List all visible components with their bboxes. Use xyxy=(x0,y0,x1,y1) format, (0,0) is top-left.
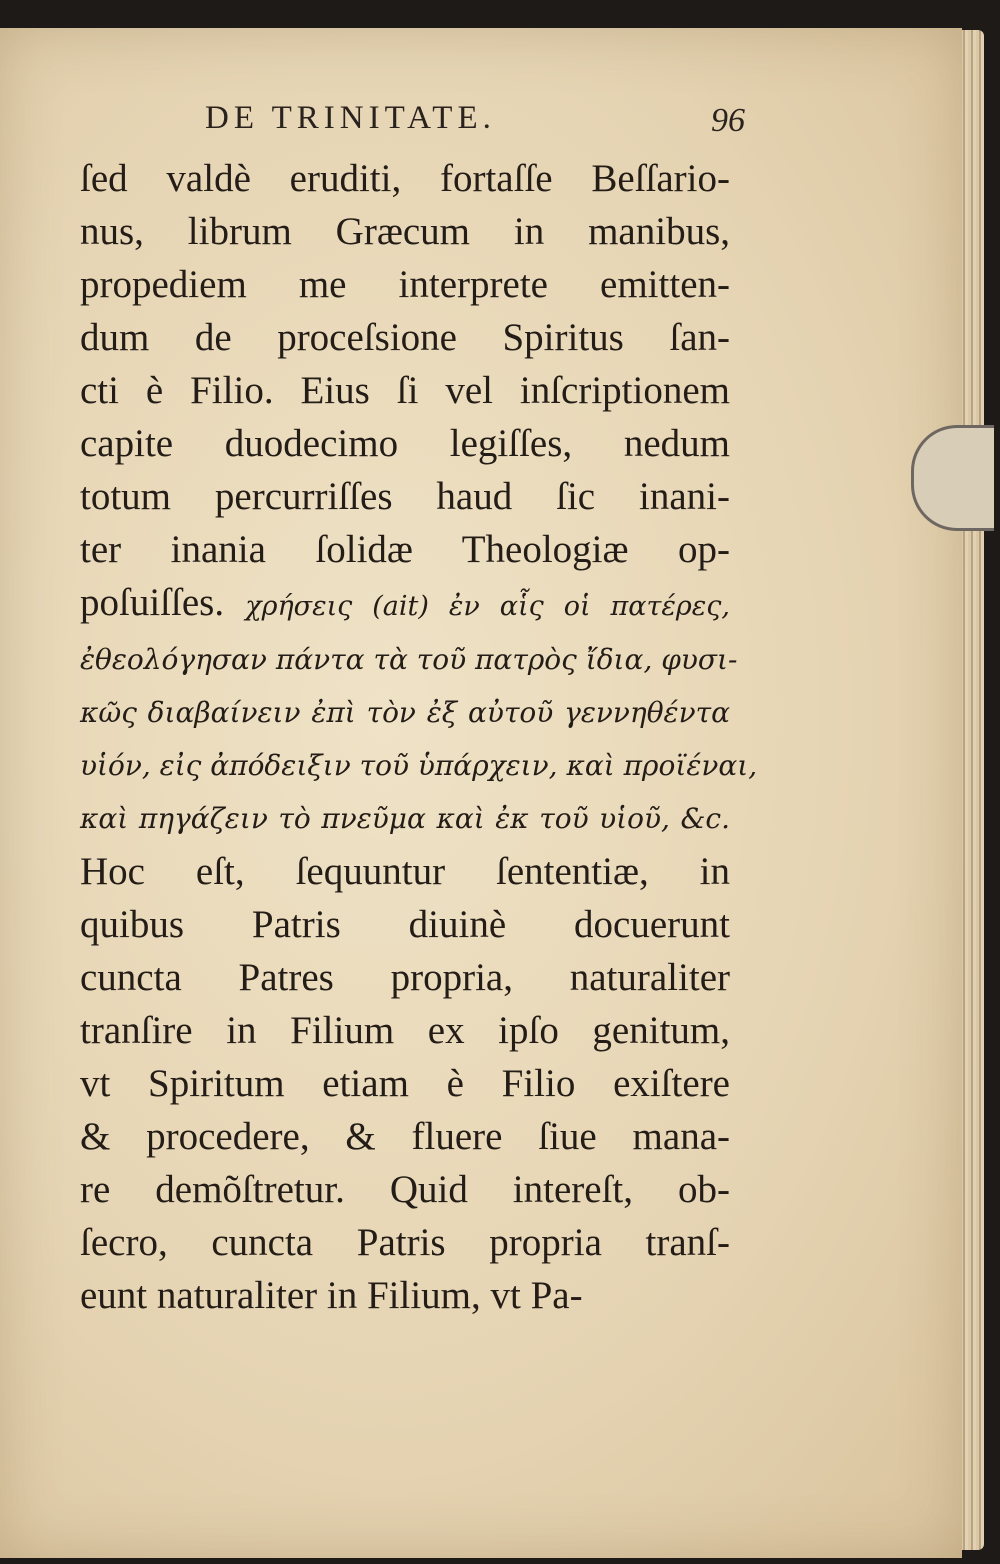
text-line: cti è Filio. Eius ſi vel inſcriptionem xyxy=(80,369,730,412)
text-line: re demõſtretur. Quid intereſt, ob- xyxy=(80,1168,730,1211)
text-line: capite duodecimo legiſſes, nedum xyxy=(80,422,730,465)
text-line: quibus Patris diuinè docuerunt xyxy=(80,903,730,946)
text-line: καὶ πηγάζειν τὸ πνεῦμα καὶ ἐκ τοῦ υἱοῦ, &c. xyxy=(80,802,730,835)
text-line: totum percurriſſes haud ſic inani- xyxy=(80,475,730,518)
text-line: eunt naturaliter in Filium, vt Pa- xyxy=(80,1274,583,1317)
running-title: DE TRINITATE. xyxy=(205,100,496,136)
page-number: 96 xyxy=(711,102,745,139)
text-line: ter inania ſolidæ Theologiæ op- xyxy=(80,528,730,571)
text-line: propediem me interprete emitten- xyxy=(80,263,730,306)
greek-fragment: χρήσεις (ait) ἐν αἷς οἱ πατέρες, xyxy=(245,591,730,622)
text-line: ſecro, cuncta Patris propria tranſ- xyxy=(80,1221,730,1264)
running-head xyxy=(205,100,745,137)
text-line: nus, librum Græcum in manibus, xyxy=(80,210,730,253)
text-line: cuncta Patres propria, naturaliter xyxy=(80,956,730,999)
text-line: tranſire in Filium ex ipſo genitum, xyxy=(80,1009,730,1052)
text-line: ſed valdè eruditi, fortaſſe Beſſario- xyxy=(80,157,730,200)
text-line: dum de proceſsione Spiritus ſan- xyxy=(80,316,730,359)
body-text xyxy=(80,152,758,1322)
bookmark-tab xyxy=(911,425,994,531)
text-line: κῶς διαβαίνειν ἐπὶ τὸν ἐξ αὐτοῦ γεννηθέντα xyxy=(80,696,730,729)
latin-fragment: poſuiſſes. xyxy=(80,581,246,624)
text-line xyxy=(80,576,730,633)
text-line: & procedere, & fluere ſiue mana- xyxy=(80,1115,730,1158)
text-line: ἐθεολόγησαν πάντα τὰ τοῦ πατρὸς ἴδια, φυσι- xyxy=(80,643,738,676)
text-line: vt Spiritum etiam è Filio exiſtere xyxy=(80,1062,730,1105)
text-line: υἱόν, εἰς ἀπόδειξιν τοῦ ὑπάρχειν, καὶ προϊέναι, xyxy=(80,749,758,782)
text-line: Hoc eſt, ſequuntur ſententiæ, in xyxy=(80,850,730,893)
